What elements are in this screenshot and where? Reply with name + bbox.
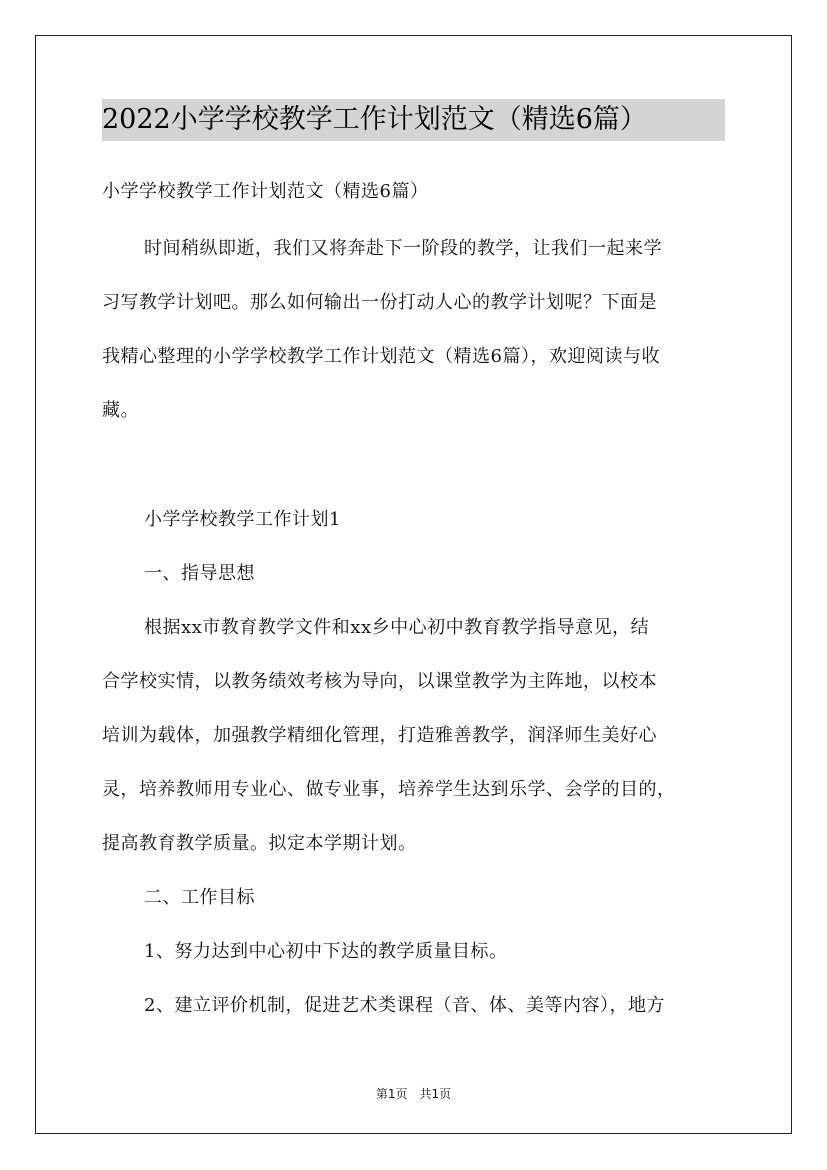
- part1-heading: 一、指导思想: [144, 563, 255, 584]
- part1-line-4: 灵，培养教师用专业心、做专业事，培养学生达到乐学、会学的目的，: [102, 779, 676, 800]
- intro-line-2: 习写教学计划吧。那么如何输出一份打动人心的教学计划呢？下面是: [102, 292, 657, 313]
- part1-line-1: 根据xx市教育教学文件和xx乡中心初中教育教学指导意见，结: [144, 617, 650, 638]
- page-number: 第1页: [375, 1087, 408, 1101]
- intro-line-3: 我精心整理的小学学校教学工作计划范文（精选6篇），欢迎阅读与收: [102, 346, 660, 367]
- page-footer: [0, 1085, 827, 1102]
- section-heading: 小学学校教学工作计划1: [144, 509, 341, 530]
- document-title: 2022小学学校教学工作计划范文（精选6篇）: [102, 104, 647, 135]
- page-total: 共1页: [419, 1087, 452, 1101]
- part1-line-5: 提高教育教学质量。拟定本学期计划。: [102, 833, 417, 854]
- intro-line-4: 藏。: [102, 400, 139, 421]
- part1-line-3: 培训为载体，加强教学精细化管理，打造雅善教学，润泽师生美好心: [102, 725, 657, 746]
- goal-1: 1、努力达到中心初中下达的教学质量目标。: [144, 941, 508, 962]
- document-subtitle: 小学学校教学工作计划范文（精选6篇）: [102, 181, 429, 202]
- part2-heading: 二、工作目标: [144, 887, 255, 908]
- part1-line-2: 合学校实情，以教务绩效考核为导向，以课堂教学为主阵地，以校本: [102, 671, 657, 692]
- intro-line-1: 时间稍纵即逝，我们又将奔赴下一阶段的教学，让我们一起来学: [144, 238, 662, 259]
- goal-2: 2、建立评价机制，促进艺术类课程（音、体、美等内容），地方: [144, 995, 665, 1016]
